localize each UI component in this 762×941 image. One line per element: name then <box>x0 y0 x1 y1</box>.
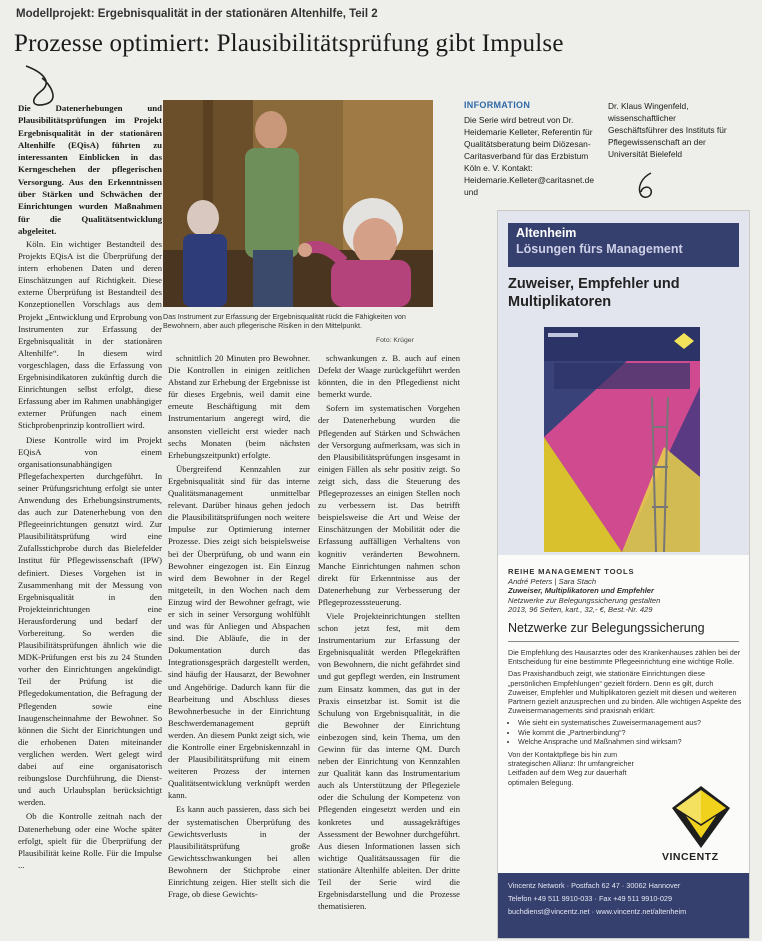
article-intro: Die Datenerhebungen und Plausibilitätsprüfungen im Projekt Ergebnisqualität in der stationären Altenhilfe (EQisA) führten zu interessanten Einblicken in das Kerngeschehen der pflegerischen Versorgung. Aus den Erkenntnissen über Stärken und Schwächen der Einrichtungen wurden Maßnahmen für die Qualitätsentwicklung abgeleitet. <box>18 103 162 236</box>
article-kicker: Modellprojekt: Ergebnisqualität in der stationären Altenhilfe, Teil 2 <box>16 8 378 20</box>
col3-paragraph: Sofern im systematischen Vorgehen der Datenerhebung wurden die Pflegenden auf Stärken und Schwächen der Versorgung aufmerksam, was sich in den Plausibilitätsprüfungen insgesamt in einigen Fällen als sehr positiv zeigt. So zeigt sich, dass die Steuerung des Pflegeprozesses an einigen Stellen noch zu verbessern ist. Das betrifft beispielsweise die Art und Weise der Einschätzungen der Mobilität oder die Erfassung auffälligen Verhaltens von kognitiv veränderten Bewohnern. Manche Einrichtungen nahmen schon direkt für Erkenntnisse aus der Datenerhebung zur Verbesserung der Pflegeprozesssteuerung. <box>318 403 460 607</box>
ad-book-meta <box>508 567 743 615</box>
ad-band-title: Altenheim <box>516 226 577 240</box>
col2-paragraph: schnittlich 20 Minuten pro Bewohner. Die Kontrollen in einigen zeitlichen Abstand zur Erhebung der Ergebnisse ist für dieses Ergebnis, weil damit eine erneute Beschäftigung mit dem Instrumentarium angeregt wird, die ansonsten vielleicht erst wieder nach sechs Monaten (beim nächsten Erhebungszeitpunkt) erfolgte. <box>168 353 310 460</box>
article-column-2 <box>168 352 310 902</box>
ad-paragraph: Von der Kontaktpflege bis hin zum strategischen Allianz: Ihr umfangreicher Leitfaden auf dem Weg zur dauerhaft optimalen Belegung. <box>508 750 634 787</box>
info-heading: INFORMATION <box>464 100 531 110</box>
ad-paragraph: Das Praxishandbuch zeigt, wie stationäre Einrichtungen diese „persönlichen Empfehlungen“ gezielt fördern. Denn es gilt, durch Zuweiser, Empfehler und Multiplikatoren gezielt mit diesen und weiteren Partnern gezielt anzusprechen und zu binden. Alle wichtigen Aspekte des Zuweisermanagements sind praxisnah erklärt: <box>508 669 742 716</box>
ad-bullet: • Welche Ansprache und Maßnahmen sind wirksam? <box>518 737 743 746</box>
ad-contact-address: Vincentz Network · Postfach 62 47 · 30062 Hannover <box>508 881 681 890</box>
article-headline: Prozesse optimiert: Plausibilitätsprüfung gibt Impulse <box>14 30 564 57</box>
ad-book-title <box>508 275 680 311</box>
ad-band-subtitle: Lösungen fürs Management <box>516 242 683 256</box>
col2-paragraph: Es kann auch passieren, dass sich bei der systematischen Überprüfung des Gewichtsverlusts in der Plausibilitätsprüfung große Gewichtsschwankungen bei allen Bewohnern der Stichprobe einer Einrichtung zeigen. Hier stellt sich die Frage, ob diese Gewichts- <box>168 804 310 900</box>
info-body: Die Serie wird betreut von Dr. Heidemarie Kelleter, Referentin für Qualitätsberatung beim Diözesan-Caritasverband für das Erzbistum Köln e. V. Kontakt: Heidemarie.Kelleter@caritasnet.de und <box>464 115 595 197</box>
col2-paragraph: Übergreifend Kennzahlen zur Ergebnisqualität sind für das interne Qualitätsmanagement unmittelbar relevant. Darüber hinaus gehen jedoch die Plausibilitätsprüfungen noch weitere Impulse zur Optimierung interner Prozesse. Dies zeigt sich beispielsweise bei der Überprüfung, ob und wann ein Bewohner eingezogen ist. Ein Einzug wird dem Bewohner in der Regel mitgeteilt, in den Wochen nach dem Einzug wird der Bewohner gefragt, wie er sich in seiner Versorgung wohlfühlt und was für Anliegen und Abspachen sind. Die Abläufe, die in der Dokumentation durch das Integrationsgespräch dargestellt werden, sind häufig der Hausarzt, der Bewohner und Angehörige. Dadurch kann für die Bearbeitung und Abschluss dieses Bewohnerbesuche in der Einrichtung Beschwerdemanagement geprüft werden. An diesem Punkt zeigt sich, wie die Kontrolle einer Ergebniskennzahl in der Plausibilitätsprüfung mit einem weiteren Prozess der internen Qualitätsentwicklung verknüpft werden kann. <box>168 463 310 801</box>
article-column-1 <box>18 238 162 873</box>
col3-paragraph: Viele Projekteinrichtungen stellten schon jetzt fest, mit dem Instrumentarium zur Erfassung der Ergebnisqualität werden Pflegekräften von Bewohnern, die nicht gefährdet sind und gut gepflegt werden, ein Instrument zum Einsatz kommen, das gut in der Praxis einsetzbar ist. Somit ist die Schulung von Ergebnisqualität, in die die Bewohner der Einrichtung einbezogen sind, kein Thema, um den Gewinn für das interne QM. Durch neben der Einrichtung von Kennzahlen zur Qualität kann das Instrumentarium auch als Unterstützung der Pflegeziele oder die Schulung der Kompetenz von Pflegenden eingesetzt werden und ein konkretes und aussagekräftiges Assessment der Bewohner durchgeführt. Aus diesen Informationen lassen sich wichtige Qualitätsaussagen für die stationäre Altenhilfe ableiten. Der dritte Teil der Serie wird die Ergebnisdarstellung und die Prozesse thematisieren. <box>318 610 460 912</box>
handwritten-mark <box>633 170 659 200</box>
col1-paragraph: Diese Kontrolle wird im Projekt EQisA von einem organisationsunabhängigen Pflegefachexperten durchgeführt. In seiner Prüfungsrichtung erfolgt sie unter Anwendung des Erhebungsinstruments, das auch zur Datenerhebung von den Pflegeeinrichtungen genutzt wird. Zur Plausibilitätsprüfung wird eine Zufallsstichprobe durch das Bielefelder Institut für Pflegewissenschaft (IPW) definiert. Dieses Vorgehen ist in Zusammenhang mit der Messung von Ergebnisqualität in den Projekteinrichtungen eine Herausforderung und bedarf der Vorbereitung. So werden die Plausibilitätsprüfungen ähnlich wie die MDK-Prüfungen erst bis zu 24 Stunden vorher den Einrichtungen angekündigt. Teil der Prüfung ist die Pflegedokumentation, die Befragung der Pflegenden sowie eine Inaugenscheinnahme der Bewohner. So können die Sicht der Einrichtungen und die erhobenen Daten miteinander verglichen werden. Wert gelegt wird dabei auf eine organisatorisch reibungslose Durchführung, die Dienst- und auch Urlaubsplan berücksichtigt werden. <box>18 434 162 808</box>
col3-paragraph: schwankungen z. B. auch auf einen Defekt der Waage zurückgeführt werden könnten, die in den Pflegedienst nicht bemerkt wurde. <box>318 353 460 400</box>
photo-credit: Foto: Krüger <box>376 337 414 344</box>
info-author: Dr. Klaus Wingenfeld, wissenschaftlicher Geschäftsführer des Instituts für Pflegewissenschaft an der Universität Bielefeld <box>608 101 727 159</box>
ad-divider <box>508 641 739 642</box>
ad-contact-phone: Telefon +49 511 9910-033 · Fax +49 511 9910-029 <box>508 894 673 903</box>
book-advertisement[interactable] <box>497 210 750 939</box>
ad-contact-web[interactable]: buchdienst@vincentz.net · www.vincentz.net/altenheim <box>508 907 687 916</box>
article-column-3 <box>318 352 460 914</box>
ad-bullet: • Wie kommt die „Partnerbindung“? <box>518 728 743 737</box>
ad-bullet: • Wie sieht ein systematisches Zuweisermanagement aus? <box>518 718 743 727</box>
ad-authors: André Peters | Sara Stach <box>508 576 597 586</box>
ad-series: REIHE MANAGEMENT TOOLS <box>508 567 635 576</box>
vincentz-logo-text: VINCENTZ <box>662 851 719 863</box>
ad-section-title: Netzwerke zur Belegungssicherung <box>508 621 705 635</box>
ad-body <box>508 648 743 790</box>
ad-title-line: Multiplikatoren <box>508 294 612 310</box>
ad-contact-footer <box>498 873 749 938</box>
ad-book-details: 2013, 96 Seiten, kart., 32,- €, Best.-Nr. 429 <box>508 605 653 615</box>
col1-paragraph: Köln. Ein wichtiger Bestandteil des Projekts EQisA ist die Überprüfung der intern erhobenen Daten und deren Einschätzungen auf Richtigkeit. Diese externe Überprüfung ist Bestandteil des Konzeptionellen Vorschlags aus dem Projekt „Entwicklung und Erprobung von Instrumenten zur Erfassung der Ergebnisqualität in der stationären Altenhilfe“. In diesem wird vorgeschlagen, dass die Erfassung von Ergebnisindikatoren zukünftig durch die Einrichtungen selbst erfolgt, diese Erfassung aber im Rahmen unabhängiger externer Prüfungen nach einem Stichprobenprinzip kontrolliert wird. <box>18 239 162 431</box>
ad-book-name: Zuweiser, Multiplikatoren und Empfehler <box>508 586 654 596</box>
photo-caption: Das Instrument zur Erfassung der Ergebnisqualität rückt die Fähigkeiten von Bewohnern, aber auch pflegerische Risiken in den Mittelpunkt. <box>163 312 406 331</box>
article-photo <box>163 100 433 307</box>
vincentz-logo-icon <box>666 776 736 856</box>
ad-title-line: Zuweiser, Empfehler und <box>508 276 680 292</box>
book-cover-image <box>544 327 700 552</box>
ad-bullet-list <box>508 718 743 746</box>
ad-book-desc: Netzwerke zur Belegungssicherung gestalten <box>508 595 661 605</box>
col1-paragraph: Ob die Kontrolle zeitnah nach der Datenerhebung oder eine Woche später erfolgt, spielt für die Überprüfung der Plausibilität keine Rolle. Für die Impulse ... <box>18 811 162 870</box>
ad-paragraph: Die Empfehlung des Hausarztes oder des Krankenhauses zählen bei der Entscheidung für eine bestimmte Pflegeeinrichtung eine wichtige Rolle. <box>508 648 741 667</box>
